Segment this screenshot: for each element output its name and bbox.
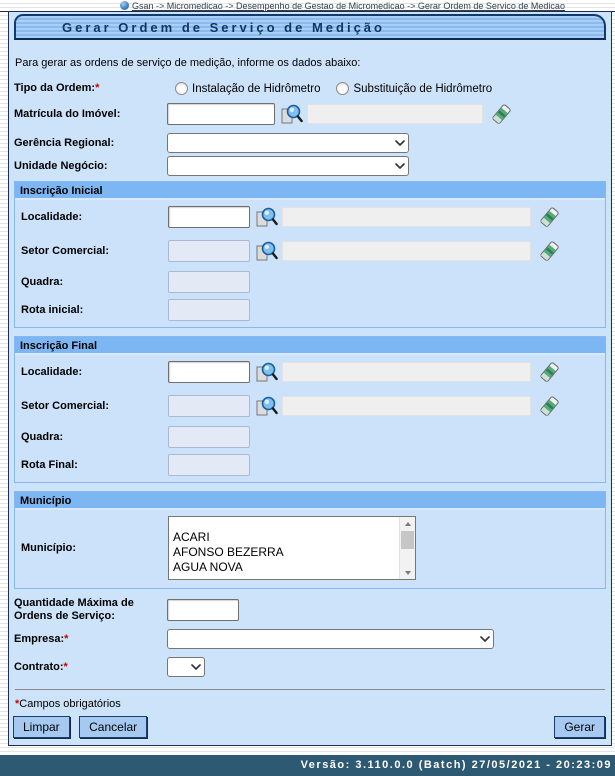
localidade-final-descricao	[282, 362, 531, 382]
page-title: Gerar Ordem de Serviço de Medição	[62, 19, 385, 35]
unidade-select[interactable]	[167, 156, 409, 176]
radio-substituicao-label: Substituição de Hidrômetro	[353, 82, 493, 95]
rota-final-label: Rota Final:	[21, 458, 78, 471]
rota-final-row	[15, 451, 605, 482]
section-inscricao-inicial	[14, 181, 606, 328]
municipio-listbox[interactable]	[168, 516, 416, 580]
quadra-final-row	[15, 423, 605, 451]
setor-inicial-descricao	[282, 241, 531, 261]
contrato-row	[9, 657, 611, 677]
setor-inicial-row	[15, 234, 605, 268]
eraser-icon[interactable]	[537, 394, 561, 418]
radio-instalacao-label: Instalação de Hidrômetro	[192, 82, 321, 95]
cancelar-button[interactable]: Cancelar	[79, 716, 147, 738]
municipio-options	[169, 517, 399, 579]
search-icon[interactable]	[254, 239, 278, 263]
limpar-button[interactable]: Limpar	[13, 716, 70, 738]
quadra-inicial-input	[168, 271, 250, 293]
tipo-da-ordem-label: Tipo da Ordem:*	[14, 82, 100, 94]
localidade-inicial-descricao	[282, 207, 531, 227]
eraser-icon[interactable]	[537, 239, 561, 263]
rota-final-input	[168, 454, 250, 476]
version-text: Versão: 3.110.0.0 (Batch) 27/05/2021 - 20:23:09	[300, 759, 612, 771]
radio-instalacao-hidrometro[interactable]	[175, 82, 188, 95]
eraser-icon[interactable]	[489, 102, 513, 126]
section-municipio-title: Município	[15, 492, 605, 510]
quadra-final-label: Quadra:	[21, 430, 64, 443]
unidade-label: Unidade Negócio:	[14, 159, 108, 172]
empresa-label: Empresa:*	[14, 632, 69, 645]
divider	[15, 689, 605, 690]
buttons-row	[13, 716, 605, 738]
radio-substituicao-hidrometro[interactable]	[336, 82, 349, 95]
quantidade-label: Quantidade Máxima de Ordens de Serviço:	[14, 597, 134, 622]
rota-inicial-input	[168, 299, 250, 321]
version-statusbar	[0, 755, 615, 776]
section-inscricao-final	[14, 336, 606, 483]
eraser-icon[interactable]	[537, 360, 561, 384]
gerar-button[interactable]: Gerar	[554, 716, 605, 738]
quantidade-row	[9, 597, 611, 623]
quadra-final-input	[168, 426, 250, 448]
content-panel	[8, 12, 612, 746]
search-icon[interactable]	[279, 102, 303, 126]
localidade-final-label: Localidade:	[21, 365, 83, 378]
section-municipio	[14, 491, 606, 589]
listbox-option[interactable]: AFONSO BEZERRA	[173, 545, 284, 559]
eraser-icon[interactable]	[537, 205, 561, 229]
contrato-select[interactable]	[167, 657, 205, 677]
contrato-label: Contrato:*	[14, 660, 68, 673]
quadra-inicial-row	[15, 268, 605, 296]
scrollbar[interactable]	[399, 517, 415, 579]
search-icon[interactable]	[254, 205, 278, 229]
section-inscricao-inicial-title: Inscrição Inicial	[15, 182, 605, 200]
quantidade-input[interactable]	[167, 599, 239, 621]
setor-inicial-input	[168, 240, 250, 262]
listbox-option[interactable]: AGUA NOVA	[173, 560, 243, 574]
listbox-option[interactable]	[169, 517, 399, 530]
setor-final-row	[15, 389, 605, 423]
setor-final-descricao	[282, 396, 531, 416]
localidade-inicial-label: Localidade:	[21, 210, 83, 223]
rota-inicial-label: Rota inicial:	[21, 303, 84, 316]
search-icon[interactable]	[254, 394, 278, 418]
quadra-inicial-label: Quadra:	[21, 275, 64, 288]
tipo-da-ordem-row	[9, 82, 611, 95]
breadcrumb-link[interactable]: Gsan -> Micromedicao -> Desempenho de Gestao de Micromedicao -> Gerar Ordem de Servico de Medicao	[132, 0, 565, 11]
unidade-row	[9, 156, 611, 176]
section-inscricao-final-title: Inscrição Final	[15, 337, 605, 355]
matricula-descricao	[307, 104, 483, 124]
page-title-bar	[14, 14, 606, 40]
matricula-label: Matrícula do Imóvel:	[14, 107, 121, 120]
breadcrumb	[0, 0, 615, 12]
help-icon	[120, 1, 129, 10]
listbox-option[interactable]: ACARI	[173, 530, 210, 544]
localidade-final-row	[15, 355, 605, 389]
matricula-row	[9, 102, 611, 126]
intro-text: Para gerar as ordens de serviço de medição, informe os dados abaixo:	[15, 57, 361, 69]
gerencia-label: Gerência Regional:	[14, 136, 115, 149]
scroll-down-icon[interactable]	[400, 566, 415, 579]
localidade-inicial-row	[15, 200, 605, 234]
scroll-up-icon[interactable]	[400, 517, 415, 530]
empresa-row	[9, 629, 611, 649]
scrollbar-thumb[interactable]	[401, 531, 414, 549]
localidade-final-input[interactable]	[168, 361, 250, 383]
rota-inicial-row	[15, 296, 605, 327]
search-icon[interactable]	[254, 360, 278, 384]
empresa-select[interactable]	[167, 629, 494, 649]
municipio-label: Município:	[21, 541, 76, 554]
localidade-inicial-input[interactable]	[168, 206, 250, 228]
gerencia-row	[9, 133, 611, 153]
municipio-row	[15, 510, 605, 588]
gerencia-select[interactable]	[167, 133, 409, 153]
setor-inicial-label: Setor Comercial:	[21, 244, 110, 257]
setor-final-label: Setor Comercial:	[21, 399, 110, 412]
required-fields-note: *Campos obrigatórios	[15, 698, 121, 710]
matricula-input[interactable]	[167, 103, 275, 125]
setor-final-input	[168, 395, 250, 417]
